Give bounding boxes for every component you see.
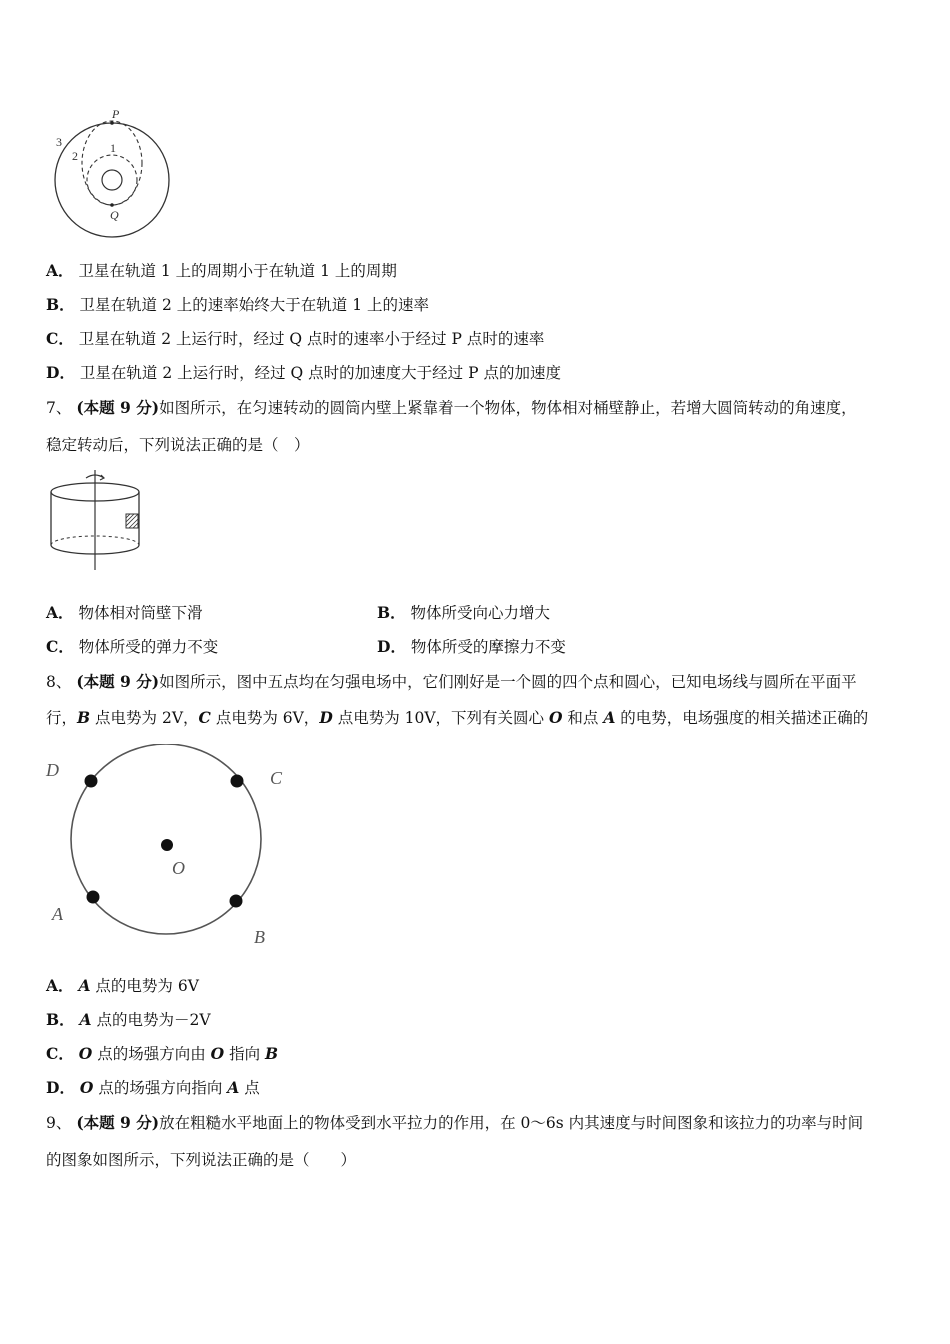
earth-circle <box>102 170 122 190</box>
q8-stem-line2: 行，B 点电势为 2V，C 点电势为 6V，D 点电势为 10V，下列有关圆心 O 和点 A 的电势，电场强度的相关描述正确的 <box>46 708 869 727</box>
field-circle-figure <box>44 744 294 954</box>
label-point-c: C <box>270 768 283 788</box>
label-point-d: D <box>46 760 59 780</box>
label-point-q: Q <box>110 208 119 222</box>
label-point-o: O <box>172 858 185 878</box>
q6-option-a: A． 卫星在轨道 1 上的周期小于在轨道 1 上的周期 <box>46 261 397 280</box>
q7-option-c: C． 物体所受的弹力不变 <box>46 637 219 656</box>
cylinder-figure <box>46 466 156 574</box>
point-o-dot <box>161 839 173 851</box>
q8-stem-line1: 8、 (本题 9 分)如图所示，图中五点均在匀强电场中，它们刚好是一个圆的四个点和圆心，已知电场线与圆所在平面平 <box>46 672 857 691</box>
label-orbit-1: 1 <box>110 141 116 155</box>
label-orbit-3: 3 <box>56 135 62 149</box>
q9-stem-line1: 9、 (本题 9 分)放在粗糙水平地面上的物体受到水平拉力的作用，在 0～6s 内其速度与时间图象和该拉力的功率与时间 <box>46 1113 864 1132</box>
q7-option-a: A． 物体相对筒壁下滑 <box>46 603 203 622</box>
q7-option-d: D． 物体所受的摩擦力不变 <box>377 637 566 656</box>
q8-option-d: D． O 点的场强方向指向 A 点 <box>46 1078 260 1097</box>
q6-option-d: D． 卫星在轨道 2 上运行时，经过 Q 点时的加速度大于经过 P 点的加速度 <box>46 363 561 382</box>
q7-option-b: B． 物体所受向心力增大 <box>377 603 551 622</box>
q7-stem-line2: 稳定转动后，下列说法正确的是（ ） <box>46 436 310 454</box>
q9-stem-line2: 的图象如图所示，下列说法正确的是（ ） <box>46 1151 357 1169</box>
q8-option-a: A． A 点的电势为 6V <box>46 976 199 995</box>
label-point-a: A <box>52 904 63 924</box>
q8-option-c: C． O 点的场强方向由 O 指向 B <box>46 1044 279 1063</box>
label-point-p: P <box>112 107 120 121</box>
label-orbit-2: 2 <box>72 149 78 163</box>
point-a-dot <box>87 891 100 904</box>
label-point-b: B <box>254 927 265 947</box>
orbit-figure <box>48 104 178 244</box>
point-p-dot <box>110 121 114 125</box>
q7-number: 7、 <box>46 399 72 417</box>
q7-score: (本题 9 分) <box>76 398 160 417</box>
point-c-dot <box>231 775 244 788</box>
point-q-dot <box>110 203 114 207</box>
q6-option-c: C． 卫星在轨道 2 上运行时，经过 Q 点时的速率小于经过 P 点时的速率 <box>46 329 545 348</box>
point-b-dot <box>230 895 243 908</box>
point-d-dot <box>85 775 98 788</box>
q6-option-b: B． 卫星在轨道 2 上的速率始终大于在轨道 1 上的速率 <box>46 295 429 314</box>
orbit-2-ellipse <box>82 121 142 205</box>
q8-score: (本题 9 分) <box>76 672 160 691</box>
q9-number: 9、 <box>46 1114 72 1132</box>
q9-score: (本题 9 分) <box>76 1113 160 1132</box>
q8-number: 8、 <box>46 673 72 691</box>
q8-option-b: B． A 点的电势为－2V <box>46 1010 211 1029</box>
q7-stem-line1: 7、 (本题 9 分)如图所示，在匀速转动的圆筒内壁上紧靠着一个物体，物体相对桶壁静止，若增大圆筒转动的角速度， <box>46 398 857 417</box>
